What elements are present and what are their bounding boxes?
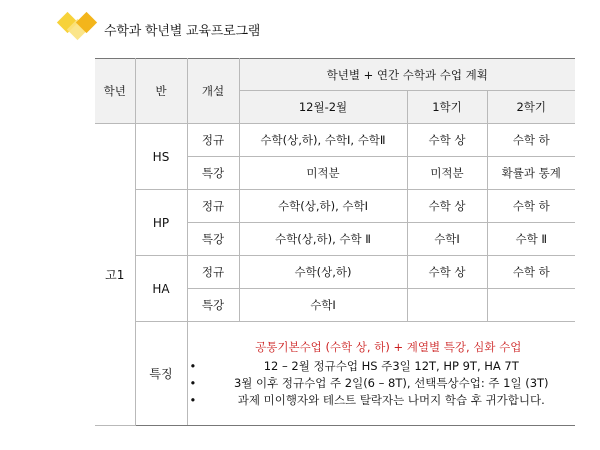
sem1-cell xyxy=(407,289,487,322)
grade-cell: 고1 xyxy=(95,124,135,426)
type-cell: 특강 xyxy=(187,157,239,190)
header-class: 반 xyxy=(135,59,187,124)
notes-list xyxy=(188,358,576,409)
curriculum-table xyxy=(95,58,575,426)
notes-row xyxy=(95,322,575,426)
sem1-cell: 수학 상 xyxy=(407,190,487,223)
type-cell: 정규 xyxy=(187,124,239,157)
winter-cell: 수학(상,하), 수학 Ⅱ xyxy=(239,223,407,256)
class-cell-hs: HS xyxy=(135,124,187,190)
winter-cell: 수학(상,하), 수학Ⅰ xyxy=(239,190,407,223)
sem2-cell: 수학 하 xyxy=(487,124,575,157)
list-item: • 3월 이후 정규수업 주 2일(6 – 8T), 선택특상수업: 주 1일 (3T) xyxy=(189,375,549,390)
section-heading xyxy=(58,14,260,44)
winter-cell: 수학(상,하), 수학Ⅰ, 수학Ⅱ xyxy=(239,124,407,157)
winter-cell: 수학Ⅰ xyxy=(239,289,407,322)
winter-cell: 미적분 xyxy=(239,157,407,190)
sem1-cell: 수학 상 xyxy=(407,124,487,157)
list-item: • 과제 미이행자와 테스트 탈락자는 나머지 학습 후 귀가합니다. xyxy=(189,392,545,407)
class-cell-ha: HA xyxy=(135,256,187,322)
winter-cell: 수학(상,하) xyxy=(239,256,407,289)
bullet-icon: • xyxy=(189,358,197,373)
sem1-cell: 수학Ⅰ xyxy=(407,223,487,256)
type-cell: 정규 xyxy=(187,190,239,223)
page-title: 수학과 학년별 교육프로그램 xyxy=(104,23,261,39)
list-item: • 12 – 2월 정규수업 HS 주3일 12T, HP 9T, HA 7T xyxy=(189,358,519,373)
table-header-row xyxy=(95,59,575,91)
type-cell: 특강 xyxy=(187,223,239,256)
type-cell: 특강 xyxy=(187,289,239,322)
header-plan: 학년별 + 연간 수학과 수업 계획 xyxy=(239,59,575,91)
header-type: 개설 xyxy=(187,59,239,124)
class-cell-hp: HP xyxy=(135,190,187,256)
sem2-cell: 수학 하 xyxy=(487,190,575,223)
sem2-cell: 확률과 통계 xyxy=(487,157,575,190)
notes-highlight: 공통기본수업 (수학 상, 하) + 계열별 특강, 심화 수업 xyxy=(255,339,522,354)
sem1-cell: 수학 상 xyxy=(407,256,487,289)
header-period-sem2: 2학기 xyxy=(487,91,575,124)
table-row xyxy=(95,190,575,223)
bullet-icon: • xyxy=(189,392,197,407)
sem2-cell: 수학 하 xyxy=(487,256,575,289)
header-grade: 학년 xyxy=(95,59,135,124)
sem2-cell: 수학 Ⅱ xyxy=(487,223,575,256)
notes-cell xyxy=(187,322,575,426)
table-row xyxy=(95,124,575,157)
header-period-winter: 12월-2월 xyxy=(239,91,407,124)
type-cell: 정규 xyxy=(187,256,239,289)
header-period-sem1: 1학기 xyxy=(407,91,487,124)
yellow-diamonds-icon xyxy=(58,14,98,44)
table-row xyxy=(95,256,575,289)
sem2-cell xyxy=(487,289,575,322)
sem1-cell: 미적분 xyxy=(407,157,487,190)
notes-label: 특징 xyxy=(135,322,187,426)
bullet-icon: • xyxy=(189,375,197,390)
